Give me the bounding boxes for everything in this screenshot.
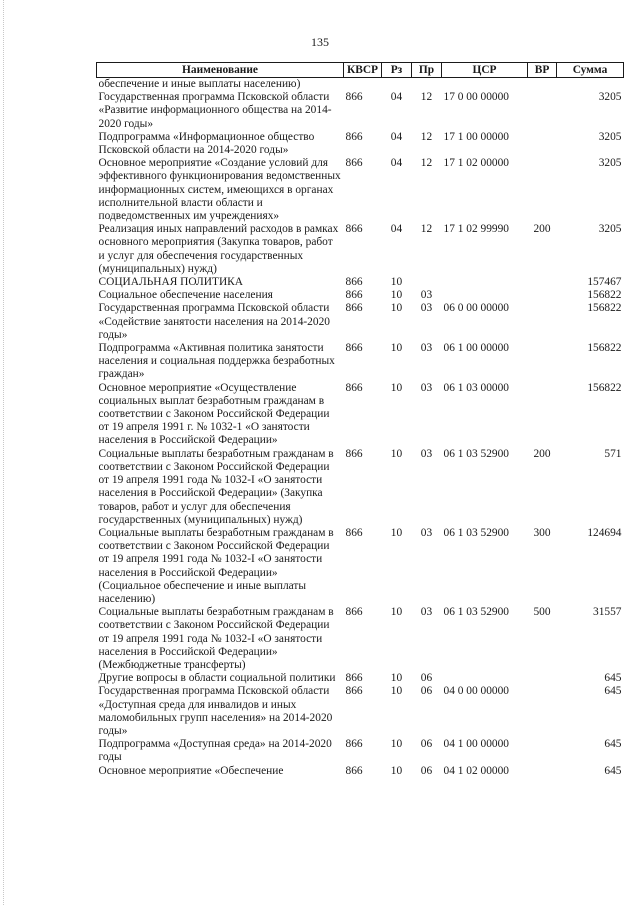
cell-name: Реализация иных направлений расходов в рамках основного мероприятия (Закупка товаров, работ и услуг для обеспечения государственных (муниципальных) нужд): [98, 223, 339, 275]
cell-csr: [442, 672, 528, 685]
cell-kvsr: 866: [345, 381, 363, 394]
cell-csr: [442, 289, 528, 302]
cell-sum: 571: [604, 447, 622, 460]
column-header-vr: ВР: [528, 63, 557, 78]
table-row: [97, 78, 624, 92]
cell-vr: [528, 382, 557, 448]
page-number: 135: [311, 35, 329, 49]
cell-rz: 10: [390, 381, 403, 394]
table-row: [97, 448, 624, 527]
cell-csr: 04 0 00 00000: [443, 685, 509, 698]
cell-rz: 10: [390, 526, 403, 539]
cell-kvsr: 866: [345, 764, 363, 777]
cell-kvsr: 866: [345, 738, 363, 751]
cell-kvsr: 866: [345, 342, 363, 355]
cell-csr: 06 1 00 00000: [443, 342, 509, 355]
cell-sum: 156822: [587, 289, 622, 302]
cell-kvsr: 866: [345, 526, 363, 539]
cell-pr: 12: [420, 157, 433, 170]
table-header-row: [97, 63, 624, 78]
column-header-sum: Сумма: [557, 63, 624, 78]
cell-name: Основное мероприятие «Осуществление социальных выплат безработным гражданам в соответствии с Законом Российской Федерации от 19 апреля 1991 г. № 1032-1 «О занятости населения в Российской Федерации»: [98, 381, 330, 447]
cell-sum: 3205: [598, 130, 622, 143]
cell-csr: [442, 78, 528, 92]
table-row: [97, 382, 624, 448]
cell-pr: 06: [420, 738, 433, 751]
cell-pr: 06: [420, 672, 433, 685]
cell-name: Социальные выплаты безработным гражданам в соответствии с Законом Российской Федерации от 19 апреля 1991 года № 1032-I «О занятости населения в Российской Федерации» (Межбюджетные трансферты): [98, 606, 334, 671]
cell-csr: 04 1 02 00000: [443, 764, 509, 777]
cell-name: Основное мероприятие «Обеспечение: [98, 764, 284, 777]
cell-csr: [442, 276, 528, 289]
cell-pr: [412, 78, 442, 92]
cell-vr: [528, 78, 557, 92]
cell-sum: 3205: [598, 157, 622, 170]
cell-csr: 17 1 02 99990: [443, 223, 509, 236]
column-header-pr: Пр: [412, 63, 442, 78]
cell-csr: 06 1 03 52900: [443, 447, 509, 460]
cell-vr: 500: [533, 606, 551, 619]
column-header-rz: Рз: [382, 63, 412, 78]
table-row: [97, 289, 624, 302]
table-row: [97, 738, 624, 764]
cell-name: Социальные выплаты безработным гражданам в соответствии с Законом Российской Федерации от 19 апреля 1991 года № 1032-I «О занятости населения в Российской Федерации» (Закупка товаров, работ и услуг для обеспечения государственных (муниципальных) нужд): [98, 447, 334, 526]
cell-kvsr: 866: [345, 302, 363, 315]
cell-pr: 03: [420, 526, 433, 539]
cell-pr: 03: [420, 381, 433, 394]
cell-kvsr: 866: [345, 685, 363, 698]
cell-kvsr: 866: [345, 606, 363, 619]
cell-sum: [557, 78, 624, 92]
cell-sum: 645: [604, 738, 622, 751]
cell-rz: 04: [390, 223, 403, 236]
budget-table: [96, 62, 624, 778]
table-row: [97, 302, 624, 342]
table-row: [97, 276, 624, 289]
cell-sum: 156822: [587, 302, 622, 315]
cell-rz: 10: [390, 447, 403, 460]
cell-vr: [528, 738, 557, 764]
cell-rz: 04: [390, 157, 403, 170]
cell-rz: [382, 78, 412, 92]
cell-pr: 03: [420, 302, 433, 315]
cell-sum: 156822: [587, 342, 622, 355]
cell-csr: 06 0 00 00000: [443, 302, 509, 315]
table-row: [97, 527, 624, 606]
cell-rz: 10: [390, 302, 403, 315]
cell-pr: 06: [420, 685, 433, 698]
cell-rz: 04: [390, 130, 403, 143]
cell-csr: 04 1 00 00000: [443, 738, 509, 751]
cell-kvsr: 866: [345, 672, 363, 685]
table-row: [97, 157, 624, 223]
cell-vr: [528, 342, 557, 382]
cell-kvsr: 866: [345, 223, 363, 236]
table-row: [97, 765, 624, 778]
cell-sum: 3205: [598, 223, 622, 236]
cell-name: Подпрограмма «Информационное общество Псковской области на 2014-2020 годы»: [98, 130, 315, 157]
cell-vr: [528, 289, 557, 302]
cell-name: Государственная программа Псковской области «Доступная среда для инвалидов и иных маломобильных групп населения» на 2014-2020 годы»: [98, 685, 333, 737]
cell-pr: 03: [420, 289, 433, 302]
cell-rz: 10: [390, 764, 403, 777]
cell-vr: [528, 131, 557, 157]
table-row: [97, 685, 624, 738]
column-header-name: Наименование: [97, 63, 344, 78]
cell-vr: [528, 157, 557, 223]
cell-csr: 17 1 00 00000: [443, 130, 509, 143]
cell-vr: [528, 276, 557, 289]
cell-pr: 03: [420, 342, 433, 355]
table-row: [97, 223, 624, 276]
cell-csr: 06 1 03 52900: [443, 606, 509, 619]
cell-rz: 10: [390, 606, 403, 619]
table-row: [97, 342, 624, 382]
table-row: [97, 131, 624, 157]
table-row: [97, 91, 624, 131]
cell-vr: [528, 765, 557, 778]
cell-pr: 06: [420, 764, 433, 777]
cell-sum: 645: [604, 685, 622, 698]
cell-name: Социальное обеспечение населения: [98, 289, 273, 302]
cell-kvsr: 866: [345, 157, 363, 170]
cell-rz: 10: [390, 738, 403, 751]
cell-name: обеспечение и иные выплаты населению): [98, 78, 301, 90]
cell-pr: 12: [420, 91, 433, 104]
cell-pr: 03: [420, 606, 433, 619]
table-row: [97, 672, 624, 685]
cell-name: Основное мероприятие «Создание условий для эффективного функционирования ведомственных информационных систем, имеющихся в органах исполнительной власти области и подведомственных им учреждениях»: [98, 157, 341, 223]
cell-rz: 10: [390, 685, 403, 698]
cell-sum: 3205: [598, 91, 622, 104]
cell-pr: 12: [420, 130, 433, 143]
cell-name: Государственная программа Псковской области «Содействие занятости населения на 2014-2020 годы»: [98, 302, 330, 341]
cell-vr: [528, 91, 557, 131]
cell-csr: 06 1 03 00000: [443, 381, 509, 394]
cell-rz: 10: [390, 289, 403, 302]
cell-rz: 04: [390, 91, 403, 104]
cell-rz: 10: [390, 672, 403, 685]
cell-vr: [528, 672, 557, 685]
cell-kvsr: [344, 78, 382, 92]
cell-vr: 200: [533, 447, 551, 460]
cell-csr: 06 1 03 52900: [443, 526, 509, 539]
cell-kvsr: 866: [345, 289, 363, 302]
cell-csr: 17 1 02 00000: [443, 157, 509, 170]
cell-name: СОЦИАЛЬНАЯ ПОЛИТИКА: [98, 276, 244, 289]
cell-csr: 17 0 00 00000: [443, 91, 509, 104]
cell-sum: 31557: [593, 606, 622, 619]
cell-vr: [528, 302, 557, 342]
cell-pr: 03: [420, 447, 433, 460]
cell-vr: 200: [533, 223, 551, 236]
column-header-csr: ЦСР: [442, 63, 528, 78]
cell-pr: 12: [420, 223, 433, 236]
column-header-kvsr: КВСР: [344, 63, 382, 78]
cell-name: Государственная программа Псковской области «Развитие информационного общества на 2014-2020 годы»: [98, 91, 332, 130]
cell-sum: 645: [604, 764, 622, 777]
cell-vr: [528, 685, 557, 738]
cell-rz: 10: [390, 276, 403, 289]
cell-kvsr: 866: [345, 130, 363, 143]
table-row: [97, 606, 624, 672]
cell-pr: [412, 276, 442, 289]
cell-sum: 157467: [587, 276, 622, 289]
cell-kvsr: 866: [345, 447, 363, 460]
cell-vr: 300: [533, 526, 551, 539]
cell-name: Другие вопросы в области социальной политики: [98, 672, 336, 685]
cell-sum: 156822: [587, 381, 622, 394]
cell-name: Подпрограмма «Доступная среда» на 2014-2020 годы: [98, 738, 332, 764]
cell-name: Подпрограмма «Активная политика занятости населения и социальная поддержка безработных граждан»: [98, 342, 335, 381]
cell-sum: 124694: [587, 526, 622, 539]
cell-rz: 10: [390, 342, 403, 355]
cell-kvsr: 866: [345, 276, 363, 289]
page-edge-line: [3, 0, 5, 905]
cell-kvsr: 866: [345, 91, 363, 104]
cell-name: Социальные выплаты безработным гражданам в соответствии с Законом Российской Федерации от 19 апреля 1991 года № 1032-I «О занятости населения в Российской Федерации» (Социальное обеспечение и иные выплаты населению): [98, 526, 334, 605]
cell-sum: 645: [604, 672, 622, 685]
